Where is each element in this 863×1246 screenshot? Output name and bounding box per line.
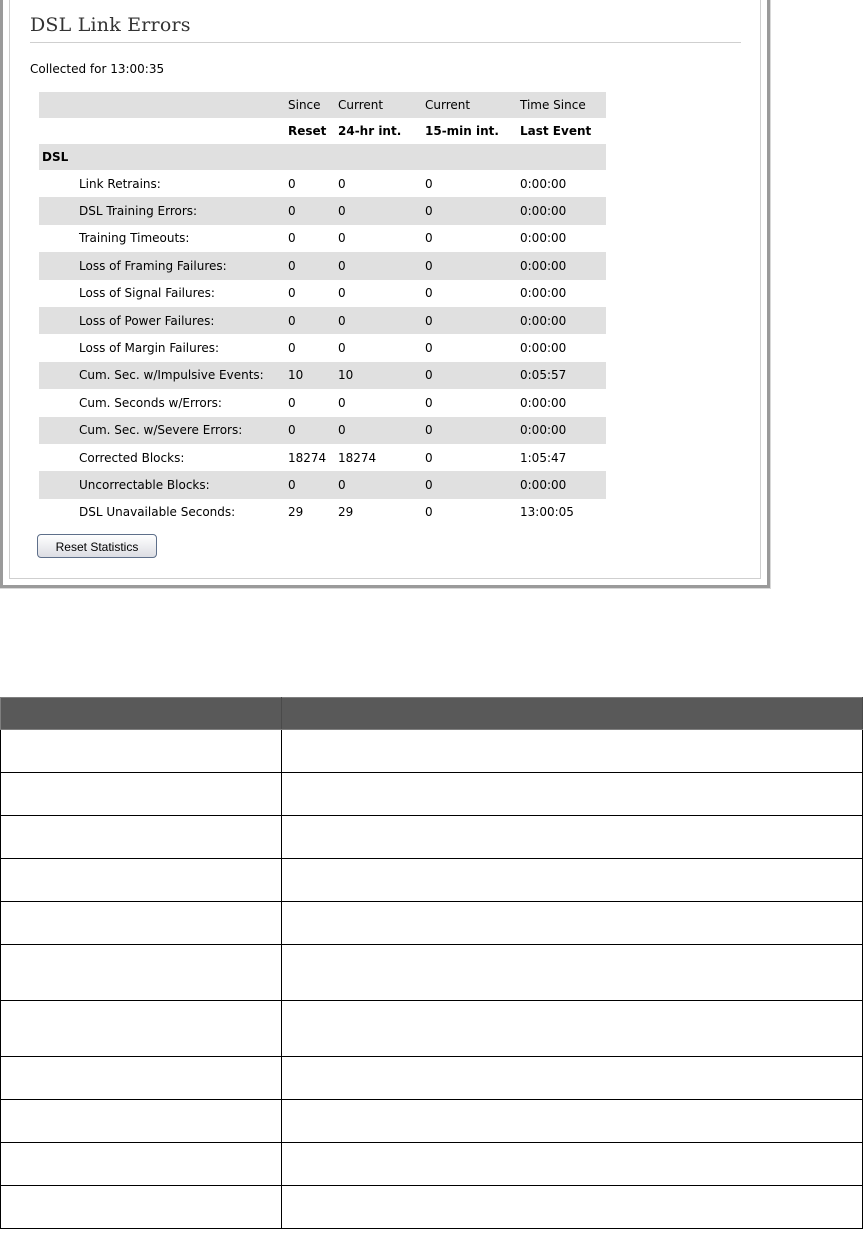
page-title: DSL Link Errors <box>30 14 191 36</box>
table-row <box>39 225 606 252</box>
section-label: DSL <box>39 144 606 170</box>
document-table-cell <box>282 1001 863 1057</box>
document-table-row <box>1 816 863 859</box>
document-table-cell <box>1 816 282 859</box>
current-24hr-value: 0 <box>338 231 346 246</box>
current-24hr-value: 10 <box>335 362 422 389</box>
current-24hr-value: 0 <box>338 286 346 301</box>
time-since-last-event: 0:00:00 <box>520 176 567 191</box>
document-table-row <box>1 1001 863 1057</box>
reset-statistics-button[interactable]: Reset Statistics <box>37 534 157 558</box>
current-15min-value: 0 <box>422 197 517 224</box>
table-row <box>39 197 606 224</box>
current-24hr-value: 0 <box>335 417 422 444</box>
row-label: DSL Unavailable Seconds: <box>79 505 236 520</box>
header-cell: Time Since <box>517 92 606 118</box>
time-since-last-event: 0:00:00 <box>520 286 567 301</box>
header-row-2 <box>39 118 606 144</box>
current-24hr-value: 0 <box>338 395 346 410</box>
current-15min-value: 0 <box>425 341 433 356</box>
row-label: Loss of Margin Failures: <box>79 341 220 356</box>
current-24hr-value: 29 <box>338 505 354 520</box>
document-table-row <box>1 730 863 773</box>
document-table-row <box>1 1100 863 1143</box>
header-cell: Reset <box>288 124 327 138</box>
since-reset-value: 0 <box>288 286 296 301</box>
header-cell <box>39 92 285 118</box>
document-table-cell <box>282 1186 863 1229</box>
row-label: Training Timeouts: <box>79 231 190 246</box>
time-since-last-event: 1:05:47 <box>520 450 567 465</box>
document-table-row <box>1 1057 863 1100</box>
row-label: Loss of Framing Failures: <box>39 252 285 279</box>
document-table-cell <box>282 730 863 773</box>
header-cell: Current <box>335 92 422 118</box>
time-since-last-event: 0:00:00 <box>520 341 567 356</box>
row-label: Loss of Power Failures: <box>39 307 285 334</box>
document-table-cell <box>282 1100 863 1143</box>
table-row <box>39 307 606 334</box>
document-table-cell <box>1 730 282 773</box>
document-table-cell <box>282 1143 863 1186</box>
document-table-cell <box>282 1057 863 1100</box>
row-label: Uncorrectable Blocks: <box>39 471 285 498</box>
time-since-last-event: 0:00:00 <box>520 395 567 410</box>
header-cell <box>39 118 285 144</box>
document-table-row <box>1 773 863 816</box>
document-table-cell <box>1 1001 282 1057</box>
document-table-cell <box>282 773 863 816</box>
current-15min-value: 0 <box>422 471 517 498</box>
document-table-cell <box>282 902 863 945</box>
collected-duration: Collected for 13:00:35 <box>30 62 165 76</box>
time-since-last-event: 0:00:00 <box>517 252 606 279</box>
table-row <box>39 252 606 279</box>
since-reset-value: 0 <box>285 252 335 279</box>
current-15min-value: 0 <box>425 286 433 301</box>
row-label: Loss of Signal Failures: <box>79 286 215 301</box>
document-header-cell <box>282 698 863 730</box>
document-table <box>0 697 863 1229</box>
dsl-link-errors-panel <box>0 0 770 588</box>
current-15min-value: 0 <box>422 362 517 389</box>
document-table-cell <box>1 859 282 902</box>
since-reset-value: 10 <box>285 362 335 389</box>
time-since-last-event: 0:00:00 <box>517 417 606 444</box>
current-15min-value: 0 <box>422 307 517 334</box>
current-24hr-value: 0 <box>338 341 346 356</box>
table-row <box>39 417 606 444</box>
header-row-1 <box>39 92 606 118</box>
current-24hr-value: 0 <box>338 176 346 191</box>
document-table-cell <box>1 1100 282 1143</box>
link-errors-table <box>39 92 606 526</box>
document-header-cell <box>1 698 282 730</box>
time-since-last-event: 0:00:00 <box>517 197 606 224</box>
since-reset-value: 0 <box>285 197 335 224</box>
table-row <box>39 389 606 416</box>
time-since-last-event: 0:00:00 <box>517 471 606 498</box>
section-row-dsl <box>39 144 606 170</box>
row-label: DSL Training Errors: <box>39 197 285 224</box>
document-table-row <box>1 1143 863 1186</box>
since-reset-value: 0 <box>285 417 335 444</box>
table-row <box>39 280 606 307</box>
since-reset-value: 0 <box>288 395 296 410</box>
since-reset-value: 0 <box>285 471 335 498</box>
document-table-cell <box>1 945 282 1001</box>
document-table-cell <box>282 945 863 1001</box>
table-row <box>39 444 606 471</box>
time-since-last-event: 0:05:57 <box>517 362 606 389</box>
time-since-last-event: 13:00:05 <box>520 505 574 520</box>
current-24hr-value: 0 <box>335 252 422 279</box>
row-label: Cum. Sec. w/Severe Errors: <box>39 417 285 444</box>
header-cell: 24-hr int. <box>338 124 402 138</box>
current-15min-value: 0 <box>425 231 433 246</box>
current-15min-value: 0 <box>422 417 517 444</box>
document-table-row <box>1 945 863 1001</box>
document-table-row <box>1 902 863 945</box>
current-15min-value: 0 <box>425 395 433 410</box>
document-table-cell <box>282 816 863 859</box>
document-table-cell <box>282 859 863 902</box>
current-15min-value: 0 <box>425 450 433 465</box>
table-row <box>39 362 606 389</box>
document-table-row <box>1 1186 863 1229</box>
document-table-cell <box>1 902 282 945</box>
document-table-cell <box>1 773 282 816</box>
since-reset-value: 0 <box>285 307 335 334</box>
header-cell: 15-min int. <box>425 124 499 138</box>
since-reset-value: 0 <box>288 341 296 356</box>
current-24hr-value: 0 <box>335 471 422 498</box>
since-reset-value: 29 <box>288 505 304 520</box>
row-label: Cum. Sec. w/Impulsive Events: <box>39 362 285 389</box>
header-cell: Current <box>422 92 517 118</box>
since-reset-value: 0 <box>288 176 296 191</box>
document-table-cell <box>1 1143 282 1186</box>
current-15min-value: 0 <box>425 505 433 520</box>
document-table-header <box>1 698 863 730</box>
row-label: Cum. Seconds w/Errors: <box>79 395 222 410</box>
row-label: Link Retrains: <box>79 176 161 191</box>
table-row <box>39 471 606 498</box>
current-24hr-value: 18274 <box>338 450 377 465</box>
row-label: Corrected Blocks: <box>79 450 185 465</box>
document-table-cell <box>1 1186 282 1229</box>
header-cell: Last Event <box>520 124 592 138</box>
table-row <box>39 334 606 361</box>
table-row <box>39 170 606 197</box>
document-table-row <box>1 859 863 902</box>
since-reset-value: 18274 <box>288 450 327 465</box>
current-15min-value: 0 <box>425 176 433 191</box>
table-row <box>39 499 606 526</box>
current-15min-value: 0 <box>422 252 517 279</box>
time-since-last-event: 0:00:00 <box>520 231 567 246</box>
current-24hr-value: 0 <box>335 197 422 224</box>
current-24hr-value: 0 <box>335 307 422 334</box>
time-since-last-event: 0:00:00 <box>517 307 606 334</box>
header-cell: Since <box>285 92 335 118</box>
title-divider <box>30 42 741 43</box>
document-table-cell <box>1 1057 282 1100</box>
since-reset-value: 0 <box>288 231 296 246</box>
